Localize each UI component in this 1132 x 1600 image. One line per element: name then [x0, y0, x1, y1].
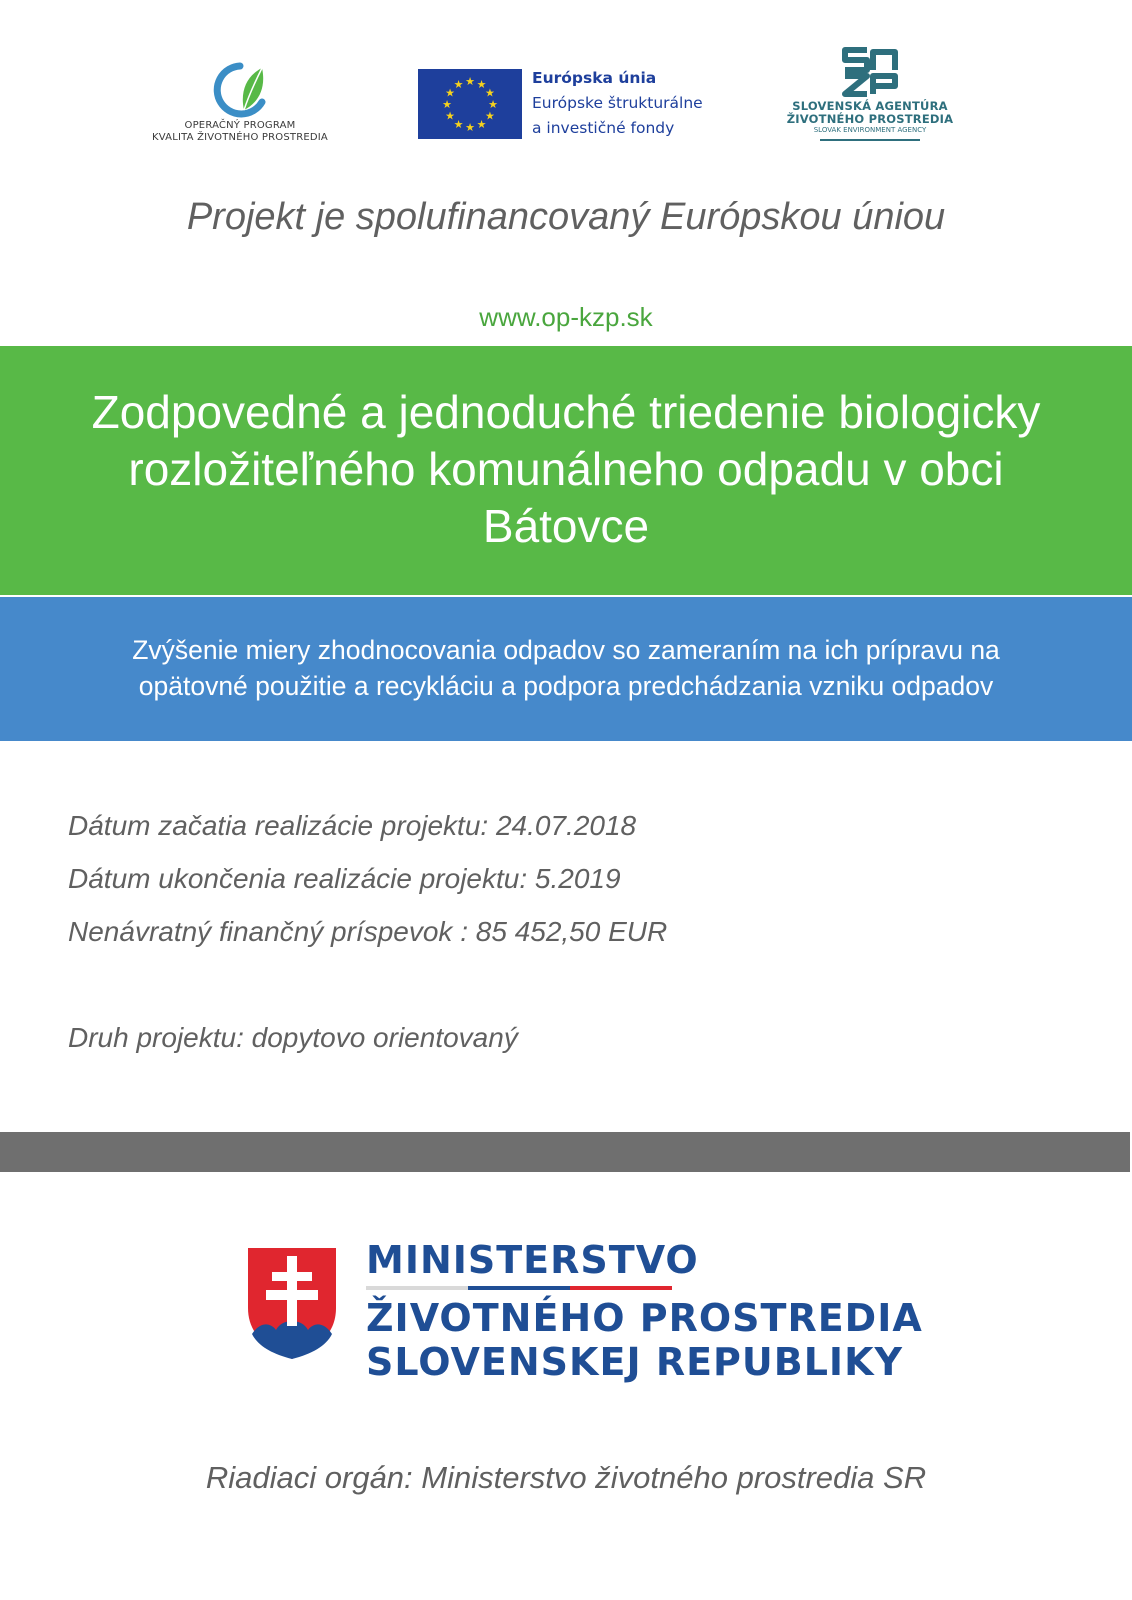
project-title-line1: Zodpovedné a jednoduché triedenie biologicky	[91, 386, 1041, 438]
slovak-coat-of-arms-icon	[242, 1242, 342, 1366]
divider-bar	[0, 1132, 1130, 1172]
ministry-line1: MINISTERSTVO	[366, 1238, 699, 1282]
eu-star-icon: ★	[465, 122, 475, 134]
cofinancing-headline: Projekt je spolufinancovaný Európskou úniou	[186, 196, 946, 238]
project-title	[20, 384, 1112, 555]
project-type: Druh projektu: dopytovo orientovaný	[68, 1022, 518, 1053]
op-kzp-line2: KVALITA ŽIVOTNÉHO PROSTREDIA	[152, 132, 328, 143]
project-subtitle-line1: Zvýšenie miery zhodnocovania odpadov so zameraním na ich prípravu na	[132, 635, 1000, 665]
sazp-monogram-icon	[839, 44, 901, 100]
eu-star-icon: ★	[484, 110, 495, 123]
end-date: Dátum ukončenia realizácie projektu: 5.2019	[68, 863, 621, 894]
eu-star-icon: ★	[442, 99, 452, 111]
eu-funds-logo	[418, 66, 728, 142]
eu-line3: a investičné fondy	[532, 119, 675, 137]
tricolor-stripe	[366, 1286, 672, 1290]
eu-star-icon: ★	[476, 118, 487, 131]
eu-star-icon: ★	[445, 110, 456, 123]
eu-star-icon: ★	[453, 118, 464, 131]
sazp-logo	[780, 44, 960, 154]
eu-line1: Európska únia	[532, 69, 657, 87]
sazp-line2: ŽIVOTNÉHO PROSTREDIA	[786, 112, 954, 126]
eu-star-icon: ★	[476, 79, 487, 92]
managing-authority: Riadiaci orgán: Ministerstvo životného prostredia SR	[205, 1460, 927, 1495]
eu-star-icon: ★	[453, 79, 464, 92]
eu-star-icon: ★	[465, 76, 475, 88]
grant-amount: Nenávratný finančný príspevok : 85 452,50 EUR	[68, 916, 668, 947]
start-date: Dátum začatia realizácie projektu: 24.07.2018	[68, 810, 637, 841]
eu-star-icon: ★	[484, 87, 495, 100]
eu-star-icon: ★	[445, 87, 456, 100]
eu-star-icon: ★	[488, 99, 498, 111]
project-title-line3: Bátovce	[482, 500, 650, 552]
project-subtitle	[20, 632, 1112, 704]
project-subtitle-line2: opätovné použitie a recykláciu a podpora predchádzania vzniku odpadov	[138, 671, 994, 701]
eu-line2: Európske štrukturálne	[532, 94, 703, 112]
op-kzp-logo	[140, 62, 340, 152]
ministry-line2: ŽIVOTNÉHO PROSTREDIA	[366, 1296, 923, 1340]
project-title-line2: rozložiteľného komunálneho odpadu v obci	[128, 443, 1004, 495]
ministry-line3: SLOVENSKEJ REPUBLIKY	[366, 1340, 904, 1384]
op-kzp-line1: OPERAČNÝ PROGRAM	[184, 120, 296, 131]
website-link[interactable]: www.op-kzp.sk	[479, 302, 653, 332]
sazp-line3: SLOVAK ENVIRONMENT AGENCY	[813, 126, 927, 134]
op-kzp-leaf-icon	[210, 62, 270, 120]
sazp-line1: SLOVENSKÁ AGENTÚRA	[792, 99, 948, 113]
sazp-underline	[820, 139, 920, 141]
ministry-logo	[242, 1238, 922, 1398]
eu-flag-icon	[418, 69, 522, 139]
